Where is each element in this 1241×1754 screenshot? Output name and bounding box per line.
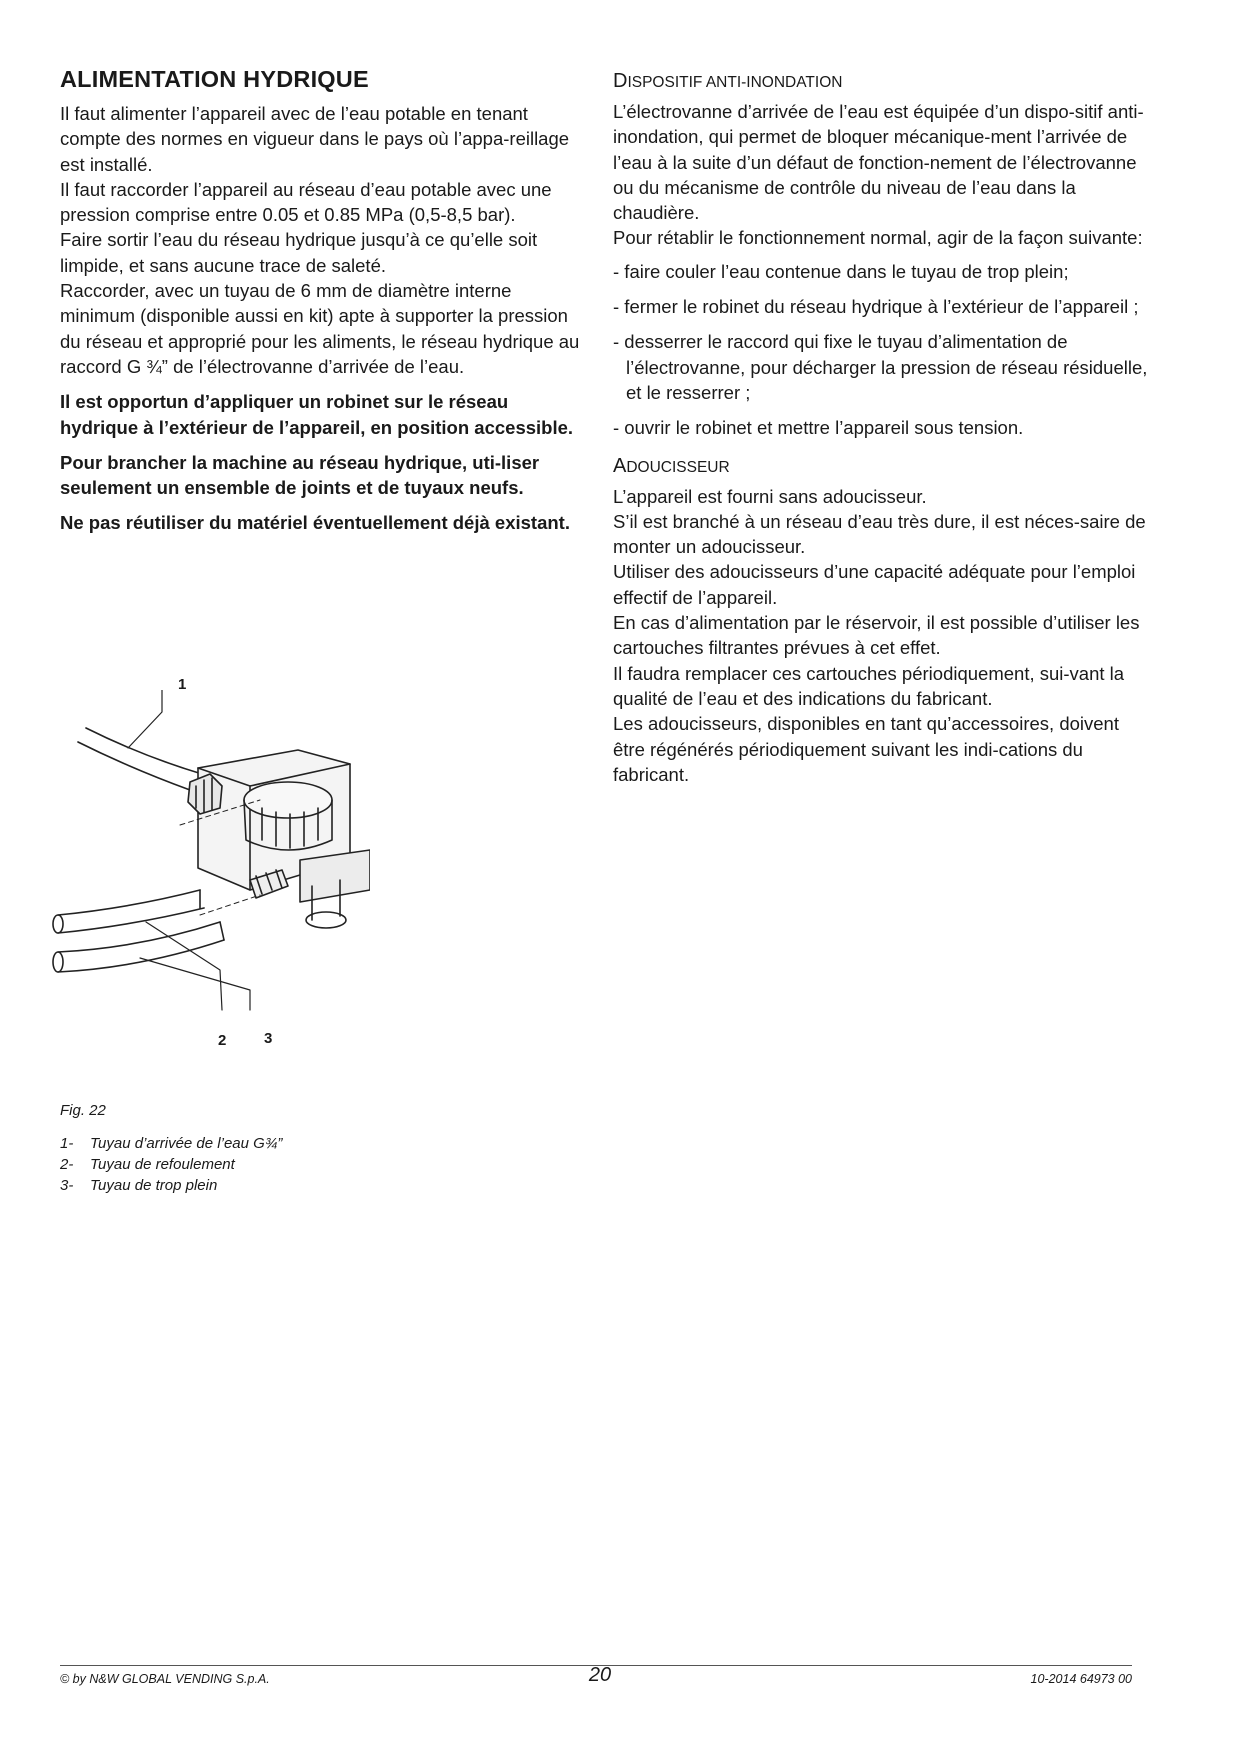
- document-code: 10-2014 64973 00: [1030, 1672, 1132, 1686]
- title-rest: DOUCISSEUR: [626, 458, 730, 476]
- page-number: 20: [588, 1664, 612, 1686]
- legend-number: 1-: [60, 1135, 74, 1152]
- paragraph: En cas d’alimentation par le réservoir, il est possible d’utiliser les cartouches filtrantes prévues à cet effet.: [613, 612, 1140, 659]
- warning-paragraph: Pour brancher la machine au réseau hydrique, uti-liser seulement un ensemble de joints et de tuyaux neufs.: [60, 451, 540, 499]
- legend-text: Tuyau de refoulement: [90, 1156, 235, 1173]
- legend-text: Tuyau d’arrivée de l’eau G¾”: [90, 1135, 283, 1152]
- paragraph: Faire sortir l’eau du réseau hydrique jusqu’à ce qu’elle soit limpide, et sans aucune trace de saleté.: [60, 229, 538, 276]
- procedure-step: - faire couler l’eau contenue dans le tuyau de trop plein;: [613, 260, 1069, 282]
- title-initial: D: [613, 70, 628, 92]
- paragraph: Utiliser des adoucisseurs d’une capacité adéquate pour l’emploi effectif de l’appareil.: [613, 561, 1136, 608]
- callout-label-2: 2: [218, 1032, 227, 1049]
- title-rest: ISPOSITIF ANTI-INONDATION: [627, 74, 843, 91]
- paragraph: Il faudra remplacer ces cartouches périodiquement, sui-vant la qualité de l’eau et des indications du fabricant.: [613, 662, 1125, 709]
- footer-copyright: © by N&W GLOBAL VENDING S.p.A.: [60, 1672, 270, 1686]
- legend-item: [60, 1133, 282, 1154]
- procedure-step: - desserrer le raccord qui fixe le tuyau d’alimentation de l’électrovanne, pour décharger la pression de réseau résiduelle, et le resserrer ;: [613, 331, 1148, 403]
- procedure-step: - ouvrir le robinet et mettre l’appareil sous tension.: [613, 417, 1024, 439]
- figure-legend: [60, 1133, 282, 1196]
- legend-text: Tuyau de trop plein: [90, 1177, 218, 1194]
- figure-caption: Fig. 22: [60, 1102, 106, 1119]
- section-title-alimentation: ALIMENTATION HYDRIQUE: [60, 66, 369, 92]
- paragraph: Pour rétablir le fonctionnement normal, agir de la façon suivante:: [613, 227, 1143, 249]
- paragraph: Il faut alimenter l’appareil avec de l’eau potable en tenant compte des normes en vigueur dans le pays où l’appa-reillage est installé.: [60, 103, 570, 175]
- legend-item: [60, 1154, 282, 1175]
- right-column: [613, 62, 1153, 787]
- title-initial: A: [613, 454, 627, 477]
- left-column: [60, 62, 590, 536]
- paragraph: Les adoucisseurs, disponibles en tant qu’accessoires, doivent être régénérés périodiquement suivant les indi-cations du fabricant.: [613, 713, 1119, 785]
- paragraph: L’électrovanne d’arrivée de l’eau est équipée d’un dispo-sitif anti-inondation, qui permet de bloquer mécanique-ment l’arrivée de l’eau à la suite d’un défaut de fonction-nement de l’électrovanne ou du mécanisme de contrôle du niveau de l’eau dans la chaudière.: [613, 101, 1144, 224]
- legend-item: [60, 1175, 282, 1196]
- callout-label-3: 3: [264, 1030, 273, 1047]
- procedure-steps: [613, 259, 1153, 441]
- warning-paragraph: Il est opportun d’appliquer un robinet sur le réseau hydrique à l’extérieur de l’appareil, en position accessible.: [60, 391, 574, 438]
- solenoid-valve-diagram: [50, 690, 370, 1080]
- paragraph: L’appareil est fourni sans adoucisseur.: [613, 485, 927, 507]
- warning-paragraph: Ne pas réutiliser du matériel éventuellement déjà existant.: [60, 512, 570, 534]
- paragraph: Raccorder, avec un tuyau de 6 mm de diamètre interne minimum (disponible aussi en kit) apte à supporter la pression du réseau et approprié pour les aliments, le réseau hydrique au raccord G ¾” de l’électrovanne d’arrivée de l’eau.: [60, 280, 580, 377]
- procedure-step: - fermer le robinet du réseau hydrique à l’extérieur de l’appareil ;: [613, 296, 1139, 318]
- legend-number: 2-: [60, 1156, 74, 1173]
- callout-label-1: 1: [178, 676, 187, 693]
- figure-22-solenoid-valve: [50, 676, 370, 1080]
- section-title-dispositif: [613, 70, 1153, 93]
- legend-number: 3-: [60, 1177, 74, 1194]
- paragraph: Il faut raccorder l’appareil au réseau d’eau potable avec une pression comprise entre 0.05 et 0.85 MPa (0,5-8,5 bar).: [60, 178, 552, 226]
- paragraph: S’il est branché à un réseau d’eau très dure, il est néces-saire de monter un adoucisseur.: [613, 510, 1146, 558]
- section-title-adoucisseur: [613, 455, 1153, 478]
